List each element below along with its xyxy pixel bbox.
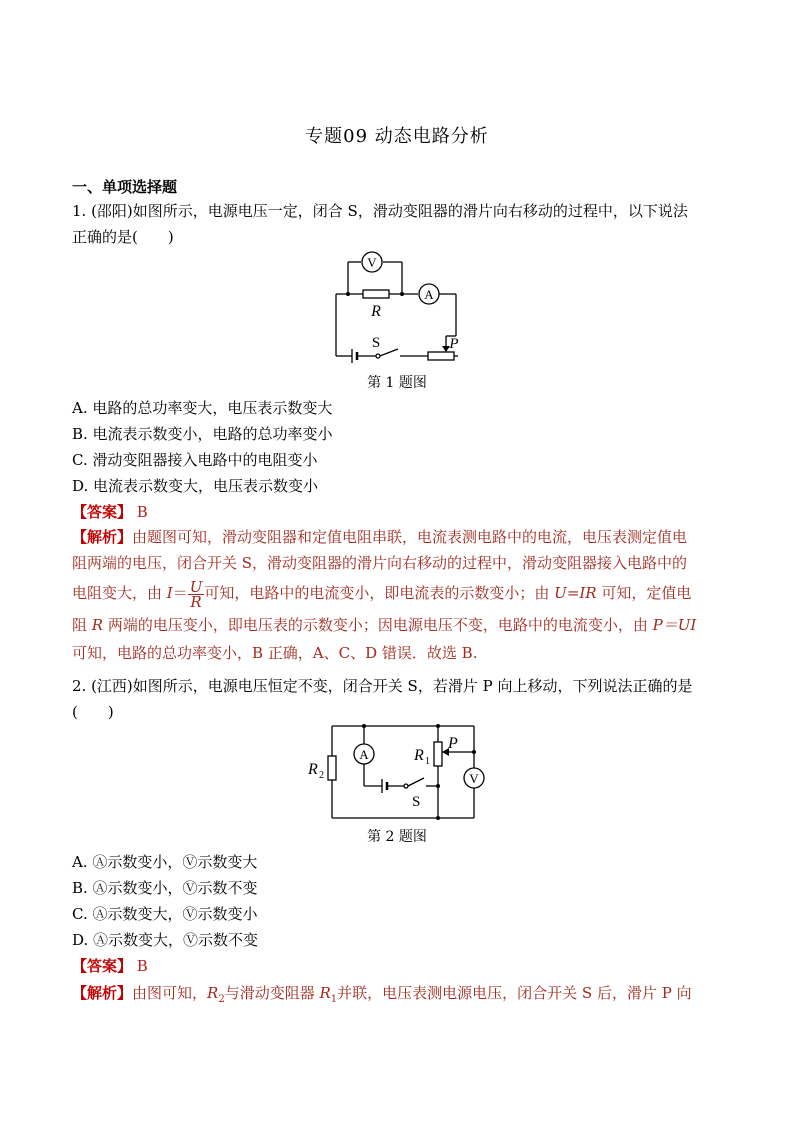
q1-formula-pui: P＝UI [652,616,697,634]
q1-answer [72,499,148,525]
q2-answer [72,953,148,979]
q1-option-a: A. 电路的总功率变大，电压表示数变大 [72,399,333,417]
q1-answer-value: B [136,503,148,521]
q1-analysis-line4-b: 两端的电压变小，即电压表的示数变小；因电源电压不变，电路中的电流变小，由 [103,616,653,634]
q1-circuit-diagram [330,248,470,368]
q1-analysis-line3-b: 可知，电路中的电流变小，即电流表的示数变小；由 [204,584,555,602]
q1-figure-caption: 第 1 题图 [367,375,427,391]
q2-analysis [72,980,724,1013]
q1-analysis-tag: 【解析】 [72,528,133,546]
q2-r1-subscript: 1 [425,756,430,767]
q2-r2-label: R [308,761,318,778]
q1-switch-label: S [371,335,381,351]
q1-analysis-line1: 由题图可知，滑动变阻器和定值电阻串联，电流表测电路中的电流，电压表测定值电 [132,528,688,546]
q2-option-b: B. Ⓐ示数变小，Ⓥ示数不变 [72,879,258,897]
q2-switch-label: S [412,794,421,810]
q1-option-c: C. 滑动变阻器接入电路中的电阻变小 [72,451,318,469]
q2-circuit-diagram [302,718,492,824]
section-heading: 一、单项选择题 [72,178,178,196]
q1-fraction-numerator: U [189,577,203,596]
q2-analysis-a: 由图可知， [132,984,208,1002]
q1-formula-fraction [188,577,205,611]
q2-analysis-r2-sub: 2 [218,994,225,1005]
q1-option-b: B. 电流表示数变小，电路的总功率变小 [72,425,333,443]
q1-stem-line1: 1. (邵阳)如图所示，电源电压一定，闭合 S，滑动变阻器的滑片向右移动的过程中，以下说法 [72,202,688,220]
q2-voltmeter-label: V [469,771,479,786]
q1-answer-tag: 【答案】 [72,503,133,521]
q2-ammeter-label: A [359,747,369,762]
q1-option-d: D. 电流表示数变大，电压表示数变小 [72,477,319,495]
q2-analysis-c: 并联，电压表测电源电压，闭合开关 S 后，滑片 P 向 [337,984,692,1002]
q2-answer-value: B [136,957,148,975]
q1-formula-i: I [166,584,173,602]
q1-voltmeter-label: V [367,255,377,270]
q2-option-d: D. Ⓐ示数变大，Ⓥ示数不变 [72,931,259,949]
q1-formula-uir: U=IR [554,584,597,602]
q2-option-a: A. Ⓐ示数变小，Ⓥ示数变大 [72,853,258,871]
q2-stem-line2: ( ) [72,703,114,721]
q1-stem-line2: 正确的是( ) [72,228,174,246]
q1-slider-label: P [449,336,459,352]
q2-analysis-r1: R [319,984,331,1002]
q1-ammeter-label: A [424,287,434,302]
q2-figure-caption: 第 2 题图 [367,829,427,845]
q2-option-c: C. Ⓐ示数变大，Ⓥ示数变小 [72,905,258,923]
q2-r1-label: R [414,747,424,764]
q2-r2-subscript: 2 [319,770,324,781]
q1-formula-eq: ＝ [172,584,188,602]
q1-fraction-denominator: R [190,592,202,611]
q1-analysis-line2: 阻两端的电压，闭合开关 S，滑动变阻器的滑片向右移动的过程中，滑动变阻器接入电路中的 [72,554,688,572]
q1-analysis-line4-r: R [91,616,104,634]
q2-analysis-tag: 【解析】 [72,984,133,1002]
q2-analysis-r1-sub: 1 [330,994,338,1005]
q2-answer-tag: 【答案】 [72,957,133,975]
q1-analysis-line3-a: 电阻变大，由 [72,584,167,602]
q1-analysis-line5: 可知，电路的总功率变小，B 正确，A、C、D 错误．故选 B. [72,644,478,662]
page-title: 专题09 动态电路分析 [305,126,489,147]
q2-stem-line1: 2. (江西)如图所示，电源电压恒定不变，闭合开关 S，若滑片 P 向上移动，下列说法正确的是 [72,677,693,695]
q2-analysis-b: 与滑动变阻器 [224,984,320,1002]
q2-slider-label: P [448,735,458,752]
q1-analysis-line3-c: 可知，定值电 [596,584,692,602]
q1-resistor-label: R [371,303,381,320]
q1-analysis [72,524,724,666]
q1-analysis-line4-a: 阻 [72,616,92,634]
q2-analysis-r2: R [207,984,219,1002]
q1-stem [72,198,724,250]
